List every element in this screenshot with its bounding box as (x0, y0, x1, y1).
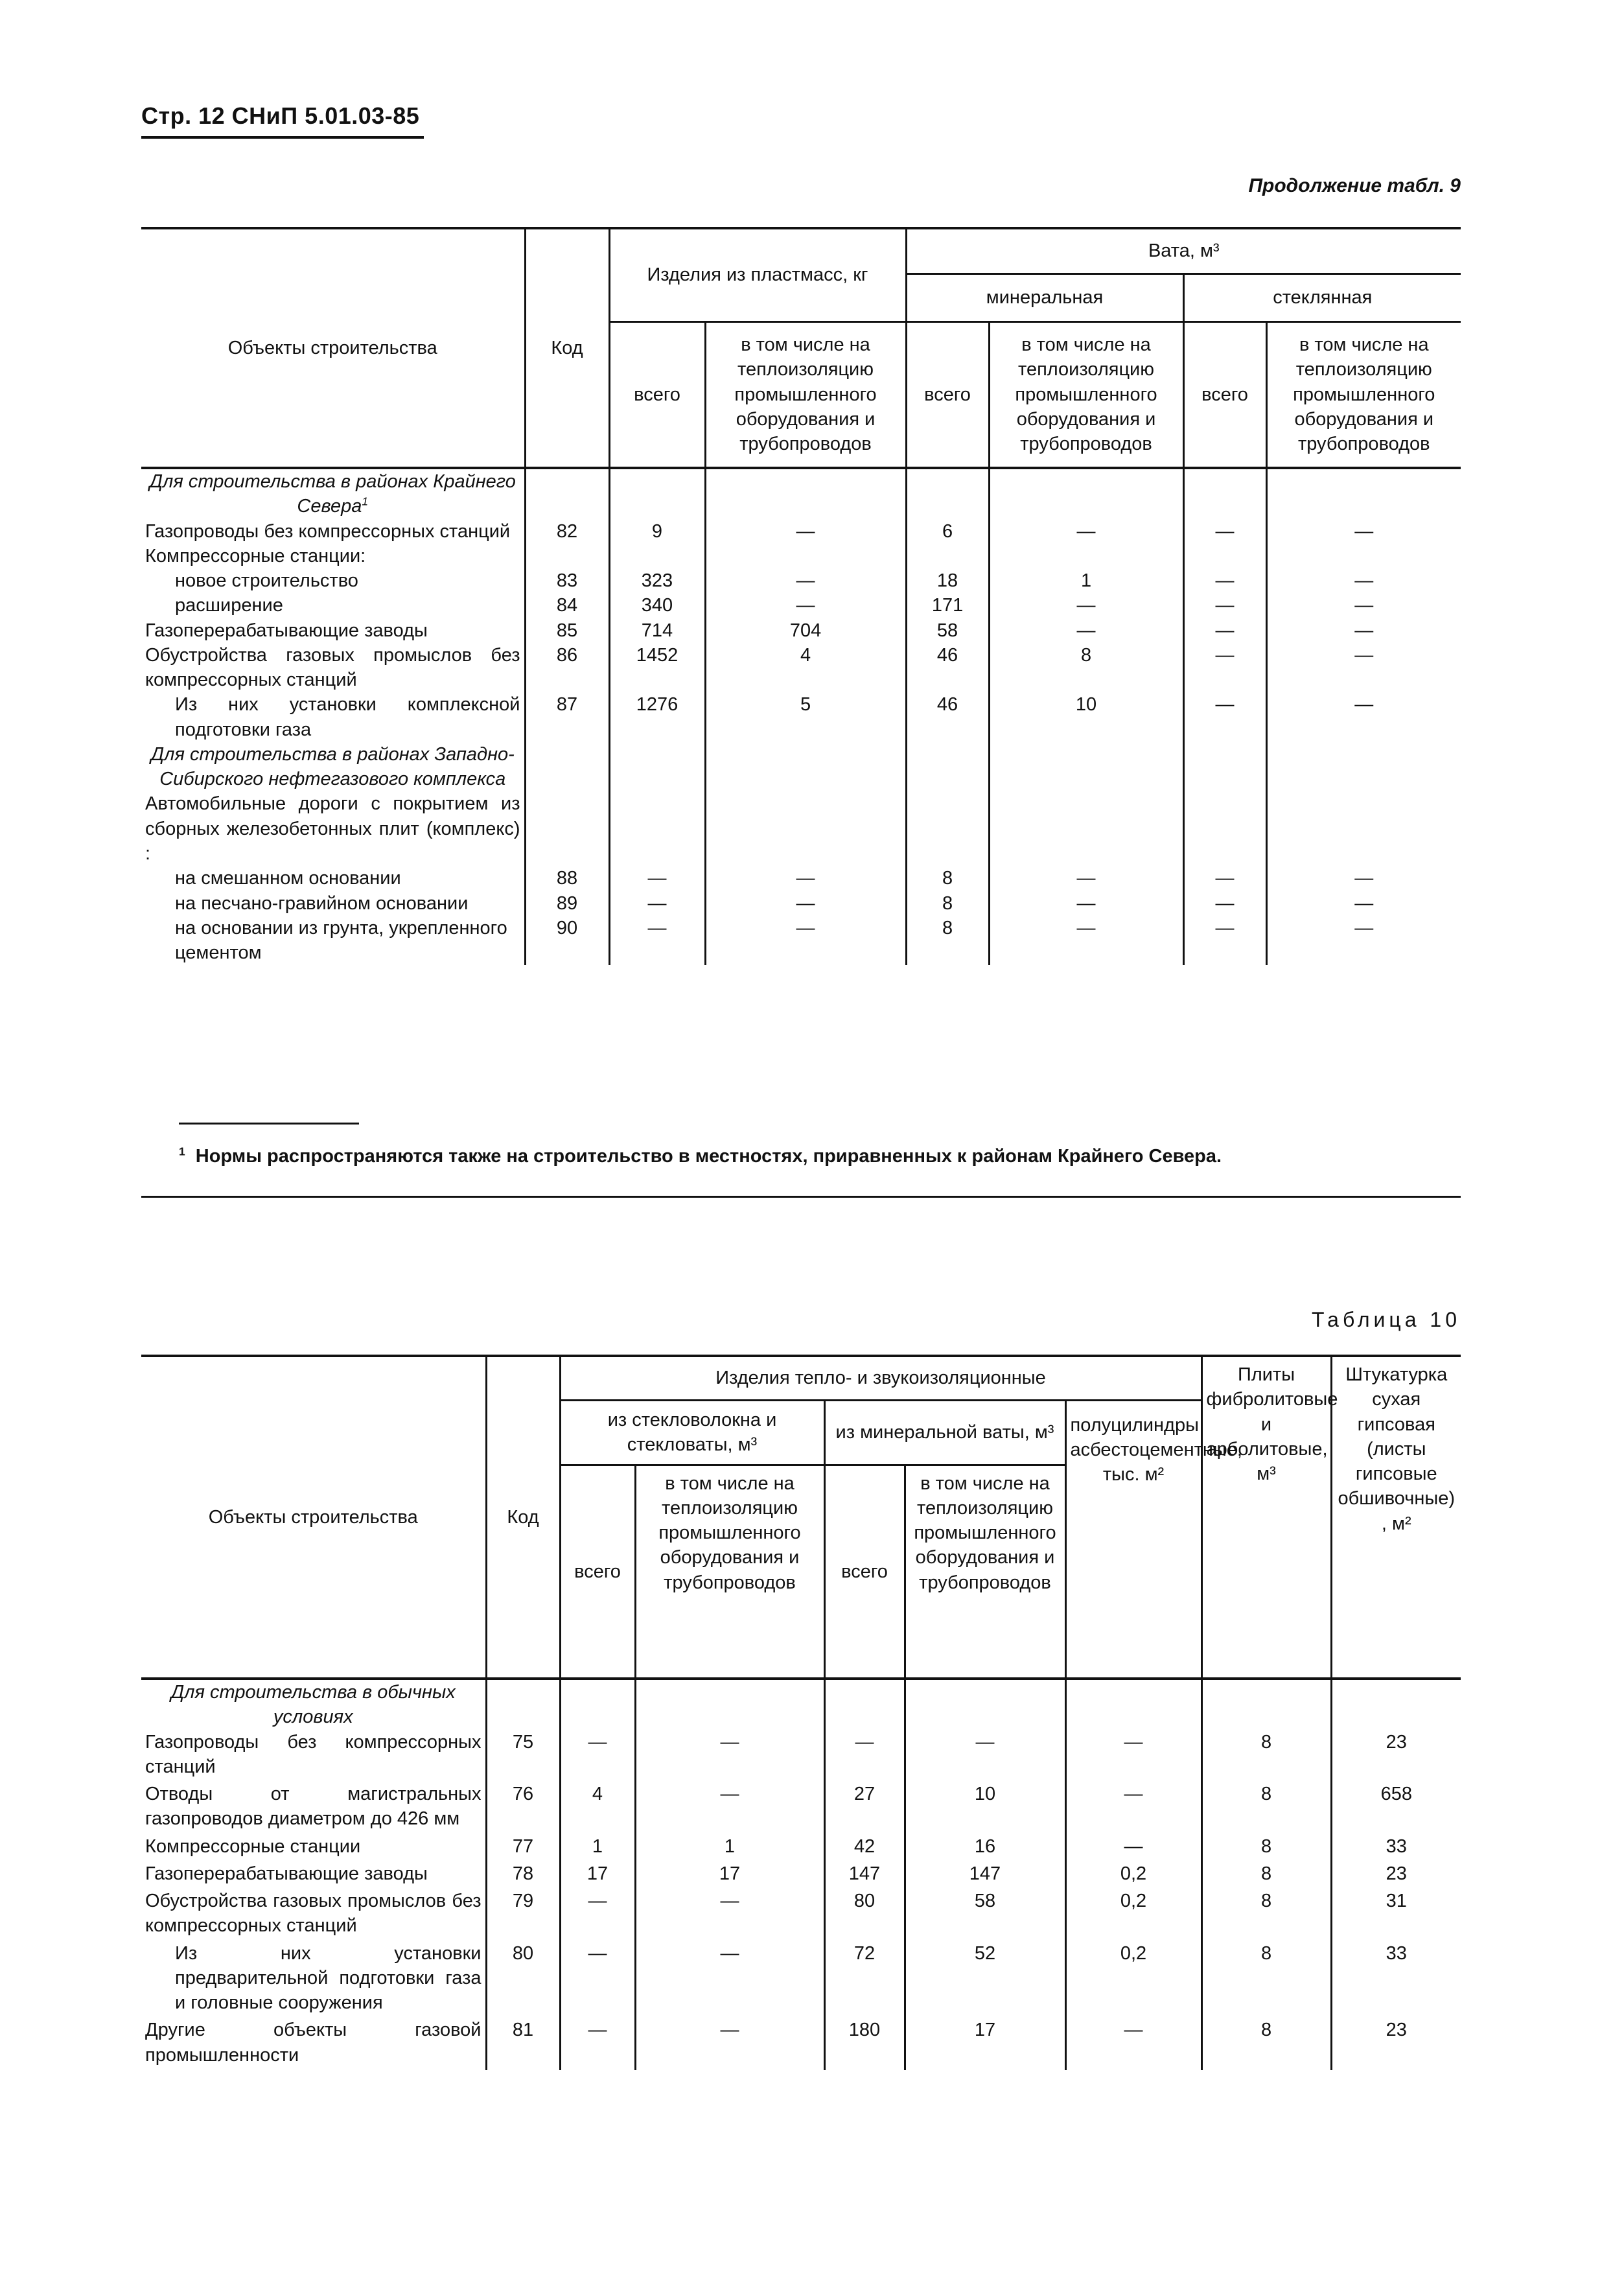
row-value: 0,2 (1065, 1861, 1201, 1889)
row-value: — (635, 2018, 824, 2070)
col-total-header: всего (824, 1465, 905, 1679)
col-wool-header: Вата, м³ (906, 228, 1461, 274)
empty-cell (705, 468, 906, 519)
row-object-name: на смешанном основании (175, 868, 401, 889)
section-heading-text: Для строительства в обычных условиях (170, 1682, 456, 1728)
row-object-name: Автомобильные дороги с покрытием из сборных железобетонных плит (комплекс) : (145, 793, 520, 864)
col-code-header: Код (525, 228, 609, 468)
row-value: 147 (905, 1861, 1065, 1889)
row-object-name: расширение (175, 595, 283, 616)
row-value: 171 (906, 593, 989, 618)
footnote-mark: 1 (362, 495, 369, 508)
row-value: — (705, 891, 906, 916)
empty-cell (635, 1679, 824, 1730)
table-row (141, 1861, 1461, 1889)
table-row (141, 1782, 1461, 1834)
col-fiberglass-header: из стекловолокна и стекловаты, м³ (560, 1400, 824, 1465)
section-heading-text: Для строительства в районах Крайнего Севера (149, 471, 516, 517)
row-value: — (635, 1941, 824, 2018)
row-object-name: Газоперерабатывающие заводы (145, 1863, 428, 1884)
row-value: 10 (989, 692, 1183, 742)
row-value: 58 (906, 618, 989, 643)
row-object-name: Газопроводы без компрессорных станций (145, 520, 511, 542)
footnote (179, 1146, 1222, 1167)
empty-cell (1266, 468, 1461, 519)
col-glass-header: стеклянная (1183, 274, 1461, 321)
row-value: — (1065, 1782, 1201, 1834)
row-object-name: на песчано-гравийном основании (175, 892, 469, 914)
row-value: 704 (705, 618, 906, 643)
row-value: — (1266, 692, 1461, 742)
row-object-name: Отводы от магистральных газопроводов диаметром до 426 мм (145, 1784, 481, 1830)
col-total-header: всего (609, 321, 705, 468)
row-value: — (1065, 1834, 1201, 1861)
row-code: 88 (525, 866, 609, 891)
row-value: — (609, 891, 705, 916)
col-total-header: всего (560, 1465, 635, 1679)
empty-cell (1183, 468, 1266, 519)
row-value: — (989, 519, 1183, 544)
col-products-header: Изделия тепло- и звукоизоляционные (560, 1356, 1201, 1400)
row-value: 17 (905, 2018, 1065, 2070)
row-value: 6 (906, 519, 989, 544)
col-plastics-header: Изделия из пластмасс, кг (609, 228, 906, 321)
row-code (525, 544, 609, 568)
row-value: — (705, 593, 906, 618)
row-value: — (705, 866, 906, 891)
empty-cell (906, 742, 989, 792)
row-value: — (609, 866, 705, 891)
row-value (1266, 791, 1461, 866)
row-code: 80 (486, 1941, 560, 2018)
row-value: 8 (1201, 1861, 1331, 1889)
row-value: 10 (905, 1782, 1065, 1834)
row-value: 8 (1201, 1834, 1331, 1861)
row-value: 17 (635, 1861, 824, 1889)
row-value: 42 (824, 1834, 905, 1861)
row-value: 18 (906, 568, 989, 593)
row-code: 85 (525, 618, 609, 643)
empty-cell (525, 742, 609, 792)
table-row (141, 618, 1461, 643)
row-code: 83 (525, 568, 609, 593)
col-incl-header: в том числе на теплоизоляцию промышленного оборудования и трубопроводов (905, 1465, 1065, 1679)
row-value: 714 (609, 618, 705, 643)
row-object-name: на основании из грунта, укрепленного цементом (175, 917, 507, 964)
row-value: 9 (609, 519, 705, 544)
row-value: 33 (1331, 1834, 1461, 1861)
row-value: — (560, 1730, 635, 1782)
row-value: 8 (1201, 2018, 1331, 2070)
row-value: — (560, 1889, 635, 1941)
empty-cell (1266, 742, 1461, 792)
continuation-note: Продолжение табл. 9 (1248, 175, 1461, 196)
row-value (609, 544, 705, 568)
footnote-rule (179, 1123, 359, 1125)
row-value: 4 (560, 1782, 635, 1834)
row-value: 58 (905, 1889, 1065, 1941)
empty-cell (824, 1679, 905, 1730)
row-value: — (989, 866, 1183, 891)
row-value: 1452 (609, 643, 705, 693)
row-value: — (705, 519, 906, 544)
empty-cell (905, 1679, 1065, 1730)
table-10 (141, 1355, 1461, 2070)
empty-cell (705, 742, 906, 792)
table-row (141, 643, 1461, 693)
table-row (141, 593, 1461, 618)
empty-cell (525, 468, 609, 519)
empty-cell (560, 1679, 635, 1730)
row-value: — (635, 1730, 824, 1782)
row-value: 52 (905, 1941, 1065, 2018)
row-code: 82 (525, 519, 609, 544)
footnote-mark: 1 (179, 1145, 185, 1158)
row-object-name: Обустройства газовых промыслов без компрессорных станций (145, 1891, 481, 1937)
row-code: 78 (486, 1861, 560, 1889)
row-value: 323 (609, 568, 705, 593)
row-value: — (989, 916, 1183, 966)
col-plaster-header: Штукатурка сухая гипсовая (листы гипсовые обшивочные) , м² (1331, 1356, 1461, 1679)
empty-cell (609, 742, 705, 792)
table-row (141, 568, 1461, 593)
table-row (141, 866, 1461, 891)
page-header: Стр. 12 СНиП 5.01.03-85 (141, 102, 420, 129)
empty-cell (1065, 1679, 1201, 1730)
row-value: 8 (1201, 1730, 1331, 1782)
row-object-name: новое строительство (175, 570, 358, 592)
row-value: 8 (1201, 1782, 1331, 1834)
row-value: 31 (1331, 1889, 1461, 1941)
empty-cell (989, 742, 1183, 792)
empty-cell (989, 468, 1183, 519)
table-9 (141, 227, 1461, 965)
row-value: — (1266, 916, 1461, 966)
row-object-name: Обустройства газовых промыслов без компрессорных станций (145, 644, 520, 691)
row-value: 8 (1201, 1889, 1331, 1941)
table-row (141, 1730, 1461, 1782)
row-value: 17 (560, 1861, 635, 1889)
row-value: 4 (705, 643, 906, 693)
table-row (141, 1834, 1461, 1861)
row-value: — (1266, 519, 1461, 544)
row-value (1183, 791, 1266, 866)
row-value: — (1266, 593, 1461, 618)
row-value: — (705, 916, 906, 966)
row-value: — (1183, 891, 1266, 916)
row-value: — (1266, 618, 1461, 643)
row-value: — (989, 891, 1183, 916)
table-row (141, 2018, 1461, 2070)
row-value: — (1183, 866, 1266, 891)
col-incl-header: в том числе на теплоизоляцию промышленного оборудования и трубопроводов (705, 321, 906, 468)
row-value: 658 (1331, 1782, 1461, 1834)
col-cylinders-header: полуцилиндры асбестоцементные, тыс. м² (1065, 1400, 1201, 1679)
table-row (141, 692, 1461, 742)
section-row (141, 468, 1461, 519)
row-code: 79 (486, 1889, 560, 1941)
row-value: 27 (824, 1782, 905, 1834)
row-value: 5 (705, 692, 906, 742)
table-10-title: Таблица 10 (1312, 1308, 1461, 1331)
col-objects-header: Объекты строительства (141, 228, 525, 468)
section-row (141, 742, 1461, 792)
row-value: 33 (1331, 1941, 1461, 2018)
row-value: 46 (906, 692, 989, 742)
row-value: — (824, 1730, 905, 1782)
row-value (989, 544, 1183, 568)
row-value: — (1183, 618, 1266, 643)
row-value: 16 (905, 1834, 1065, 1861)
row-value: — (1266, 891, 1461, 916)
row-code: 90 (525, 916, 609, 966)
col-total-header: всего (1183, 321, 1266, 468)
row-value: — (905, 1730, 1065, 1782)
row-value: — (989, 593, 1183, 618)
row-object-name: Компрессорные станции (145, 1835, 361, 1857)
row-object-name: Газопроводы без компрессорных станций (145, 1731, 481, 1777)
row-value (989, 791, 1183, 866)
row-value: 0,2 (1065, 1941, 1201, 2018)
row-code: 76 (486, 1782, 560, 1834)
row-value: 80 (824, 1889, 905, 1941)
section-heading-text: Для строительства в районах Западно-Сибирского нефтегазового комплекса (150, 743, 515, 790)
row-value: — (1183, 643, 1266, 693)
empty-cell (609, 468, 705, 519)
row-value: — (635, 1889, 824, 1941)
row-value (906, 544, 989, 568)
section-heading (141, 468, 525, 519)
row-value: — (1183, 519, 1266, 544)
col-total-header: всего (906, 321, 989, 468)
col-code-header: Код (486, 1356, 560, 1679)
row-object-name: Компрессорные станции: (145, 545, 366, 566)
row-code: 87 (525, 692, 609, 742)
col-incl-header: в том числе на теплоизоляцию промышленного оборудования и трубопроводов (635, 1465, 824, 1679)
header-underline (141, 136, 424, 139)
table-row (141, 544, 1461, 568)
row-code: 75 (486, 1730, 560, 1782)
empty-cell (1331, 1679, 1461, 1730)
row-value: — (1065, 2018, 1201, 2070)
row-value (705, 544, 906, 568)
row-value: 1 (989, 568, 1183, 593)
col-mineral-header: из минеральной ваты, м³ (824, 1400, 1065, 1465)
row-value (906, 791, 989, 866)
section-heading (141, 742, 525, 792)
empty-cell (906, 468, 989, 519)
row-value: — (1183, 568, 1266, 593)
row-value: 0,2 (1065, 1889, 1201, 1941)
row-value (1266, 544, 1461, 568)
row-value: 8 (906, 891, 989, 916)
row-value: — (1266, 866, 1461, 891)
row-value: 180 (824, 2018, 905, 2070)
row-value: — (609, 916, 705, 966)
separator-rule (141, 1196, 1461, 1198)
empty-cell (486, 1679, 560, 1730)
col-incl-header: в том числе на теплоизоляцию промышленного оборудования и трубопроводов (1266, 321, 1461, 468)
row-value (1183, 544, 1266, 568)
col-mineral-header: минеральная (906, 274, 1183, 321)
empty-cell (1201, 1679, 1331, 1730)
row-value: 8 (989, 643, 1183, 693)
row-code: 81 (486, 2018, 560, 2070)
row-value: — (635, 1782, 824, 1834)
row-value: 8 (906, 866, 989, 891)
row-value: 23 (1331, 1861, 1461, 1889)
row-code: 86 (525, 643, 609, 693)
row-value: 72 (824, 1941, 905, 2018)
row-value: — (560, 2018, 635, 2070)
row-code: 84 (525, 593, 609, 618)
row-object-name: Из них установки комплексной подготовки газа (175, 694, 520, 740)
table-row (141, 791, 1461, 866)
row-value: — (989, 618, 1183, 643)
col-incl-header: в том числе на теплоизоляцию промышленного оборудования и трубопроводов (989, 321, 1183, 468)
row-value: 340 (609, 593, 705, 618)
row-value: 147 (824, 1861, 905, 1889)
row-value: — (1183, 916, 1266, 966)
row-object-name: Другие объекты газовой промышленности (145, 2020, 481, 2066)
empty-cell (1183, 742, 1266, 792)
row-value: 1 (635, 1834, 824, 1861)
row-value: — (1266, 568, 1461, 593)
row-value (705, 791, 906, 866)
row-code (525, 791, 609, 866)
row-value (609, 791, 705, 866)
table-row (141, 1941, 1461, 2018)
table-row (141, 519, 1461, 544)
row-value: 8 (906, 916, 989, 966)
row-value: 1276 (609, 692, 705, 742)
row-value: — (1065, 1730, 1201, 1782)
row-value: 23 (1331, 1730, 1461, 1782)
table-row (141, 891, 1461, 916)
table-row (141, 1889, 1461, 1941)
section-heading (141, 1679, 486, 1730)
row-value: 1 (560, 1834, 635, 1861)
row-value: — (1183, 692, 1266, 742)
row-value: — (560, 1941, 635, 2018)
row-code: 77 (486, 1834, 560, 1861)
section-row (141, 1679, 1461, 1730)
row-value: 46 (906, 643, 989, 693)
col-objects-header: Объекты строительства (141, 1356, 486, 1679)
row-value: — (1266, 643, 1461, 693)
row-object-name: Газоперерабатывающие заводы (145, 620, 428, 641)
footnote-text: Нормы распространяются также на строительство в местностях, приравненных к районам Крайнего Севера. (195, 1146, 1222, 1167)
row-value: 23 (1331, 2018, 1461, 2070)
row-value: 8 (1201, 1941, 1331, 2018)
table-row (141, 916, 1461, 966)
row-value: — (1183, 593, 1266, 618)
row-value: — (705, 568, 906, 593)
row-object-name: Из них установки предварительной подготовки газа и головные сооружения (175, 1942, 481, 2014)
row-code: 89 (525, 891, 609, 916)
col-slabs-header: Плиты фибролитовые и арболитовые, м³ (1201, 1356, 1331, 1679)
